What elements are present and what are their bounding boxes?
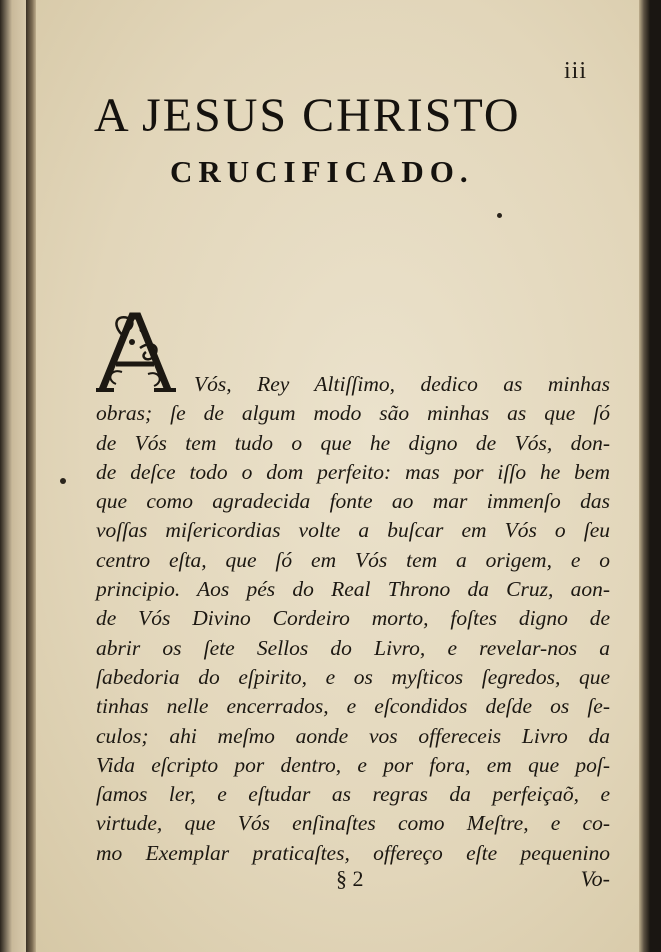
text-line: que como agradecida fonte ao mar immenſo das <box>96 489 610 514</box>
signature-mark: § 2 <box>336 866 364 891</box>
margin-mark <box>60 478 66 484</box>
text-line: principio. Aos pés do Real Throno da Cruz, aon- <box>96 577 610 602</box>
page-footer <box>96 866 610 896</box>
book-page <box>36 0 650 952</box>
text-line: mo Exemplar praticaſtes, offereço eſte pequenino <box>96 840 610 865</box>
text-line: ſamos ler, e eſtudar as regras da perfeiçaõ, e <box>96 782 610 807</box>
text-line: tinhas nelle encerrados, e eſcondidos deſde os ſe- <box>96 694 610 719</box>
page-title: A JESUS CHRISTO <box>94 89 521 142</box>
catchword: Vo- <box>580 866 610 891</box>
text-line: Vida eſcripto por dentro, e por fora, em que poſ- <box>96 752 610 777</box>
text-line: virtude, que Vós enſinaſtes como Meſtre, e co- <box>96 811 610 836</box>
right-page-edge <box>639 0 650 952</box>
page-number: iii <box>564 58 588 84</box>
text-line: centro eſta, que ſó em Vós tem a origem, e o <box>96 547 610 572</box>
text-line: abrir os ſete Sellos do Livro, e revelar-nos a <box>96 635 610 660</box>
body-text <box>96 370 610 868</box>
page-subtitle: CRUCIFICADO. <box>170 154 474 189</box>
book-spine <box>26 0 36 952</box>
text-line: culos; ahi meſmo aonde vos offereceis Livro da <box>96 723 610 748</box>
text-line: voſſas miſericordias volte a buſcar em Vós o ſeu <box>96 518 610 543</box>
text-line: obras; ſe de algum modo são minhas as que ſó <box>96 401 610 426</box>
text-line: ſabedoria do eſpirito, e os myſticos ſegredos, que <box>96 664 610 689</box>
text-line: de Vós Divino Cordeiro morto, foſtes digno de <box>96 606 610 631</box>
ink-dot <box>497 213 502 218</box>
text-line: de Vós tem tudo o que he digno de Vós, don- <box>96 430 610 455</box>
text-line: de deſce todo o dom perfeito: mas por iſſo he bem <box>96 459 610 484</box>
text-line: Vós, Rey Altiſſimo, dedico as minhas <box>194 372 610 396</box>
